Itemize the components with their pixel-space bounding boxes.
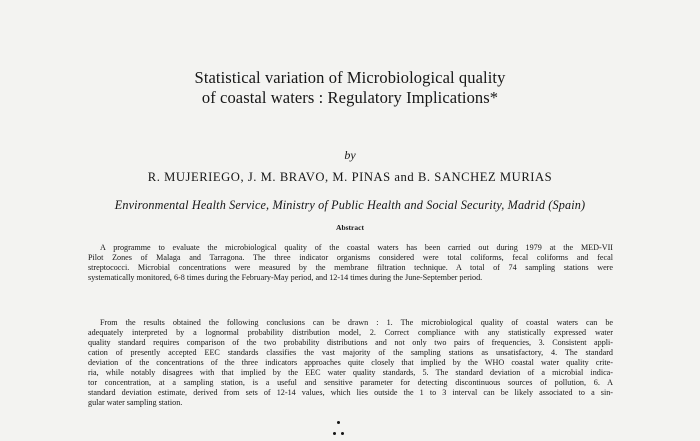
byline: by bbox=[344, 148, 356, 162]
divider-dot bbox=[337, 421, 340, 424]
text-line: standard deviation estimate, derived from sets of 12-14 values, which lies outside the 1 to 3 interval can be likely associated to a sin- bbox=[88, 388, 613, 398]
text-line: systematically monitored, 6-8 times during the February-May period, and 12-14 times during the June-September period. bbox=[88, 273, 483, 283]
text-line: streptococci. Microbial concentrations were measured by the membrane filtration technique. A total of 74 sampling stations were bbox=[88, 263, 613, 273]
text-line: ria, while notably disagrees with that implied by the EEC water quality standards, 5. The standard deviation of a microbial indica- bbox=[88, 368, 613, 378]
abstract-paragraph-1 bbox=[88, 243, 613, 283]
title-line-2: of coastal waters : Regulatory Implications* bbox=[201, 88, 499, 107]
text-line: Pilot Zones of Malaga and Tarragona. The three indicator organisms considered were total coliforms, fecal coliforms and fecal bbox=[88, 253, 613, 263]
text-line: gular water sampling station. bbox=[88, 398, 183, 408]
text-line: deviation of the concentrations of the three indicators approaches quite closely that implied by the WHO coastal water quality crite- bbox=[88, 358, 613, 368]
divider-dot bbox=[341, 432, 344, 435]
abstract-heading: Abstract bbox=[336, 223, 364, 232]
abstract-paragraph-2 bbox=[88, 318, 613, 408]
text-line: cation of presently accepted EEC standards classifies the vast majority of the sampling stations as unsatisfactory, 4. The standard bbox=[88, 348, 613, 358]
text-line: tor concentration, at a sampling station, is a useful and sensitive parameter for detecting discontinuous sources of pollution, 6. A bbox=[88, 378, 613, 388]
authors: R. MUJERIEGO, J. M. BRAVO, M. PINAS and B. SANCHEZ MURIAS bbox=[147, 170, 553, 184]
text-line: quality standard requires comparison of the two probability distributions and not only two pairs of frequencies, 3. Consistent appli- bbox=[88, 338, 613, 348]
affiliation: Environmental Health Service, Ministry of Public Health and Social Security, Madrid (Spain) bbox=[114, 198, 586, 212]
text-line: adequately interpreted by a lognormal probability distribution model, 2. Correct compliance with any statistically expressed water bbox=[88, 328, 613, 338]
text-line: A programme to evaluate the microbiological quality of the coastal waters has been carried out during 1979 at the MED-VII bbox=[100, 243, 613, 252]
divider-dot bbox=[333, 432, 336, 435]
section-divider-dots bbox=[333, 421, 345, 439]
title-line-1: Statistical variation of Microbiological quality bbox=[194, 68, 506, 87]
text-line: From the results obtained the following conclusions can be drawn : 1. The microbiological quality of coastal waters can be bbox=[100, 318, 613, 327]
